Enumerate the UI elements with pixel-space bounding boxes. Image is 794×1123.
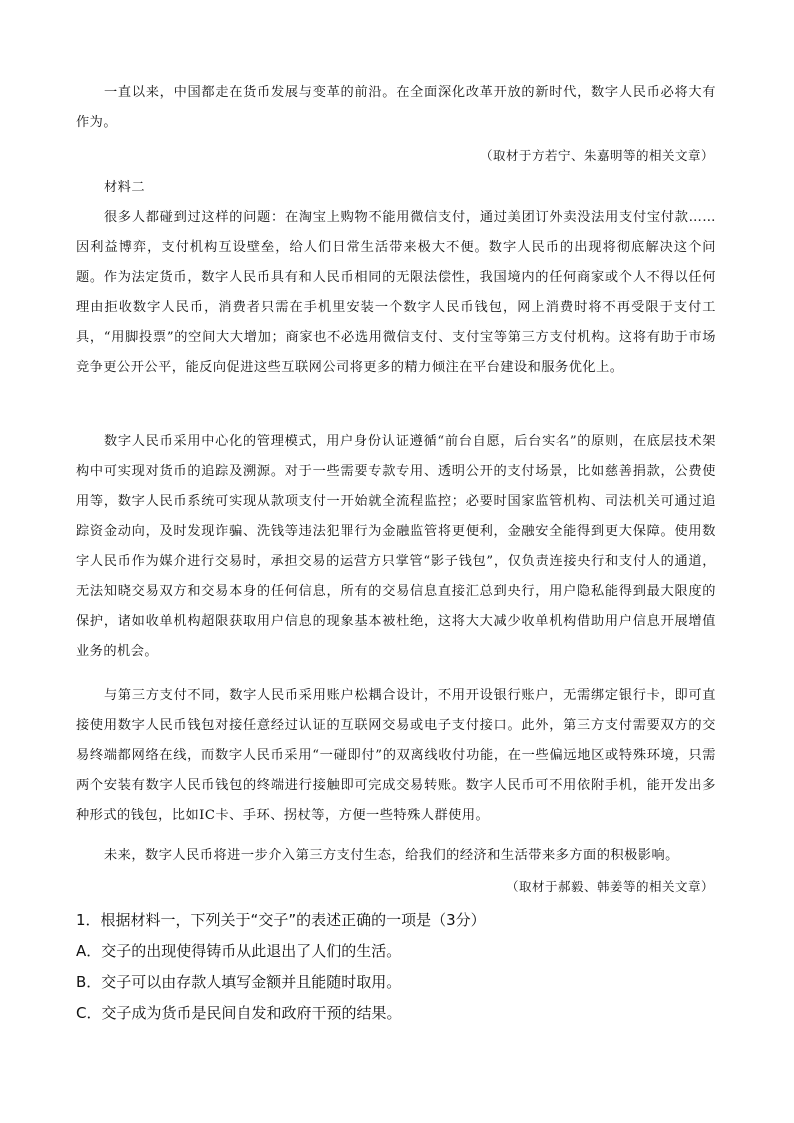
material1-closing-paragraph: 一直以来，中国都走在货币发展与变革的前沿。在全面深化改革开放的新时代，数字人民币必将大有作为。	[76, 85, 716, 130]
material2-heading: 材料二	[104, 180, 146, 195]
material2-paragraph-2: 数字人民币采用中心化的管理模式，用户身份认证遵循“前台自愿，后台实名”的原则，在底层技术架构中可实现对货币的追踪及溯源。对于一些需要专款专用、透明公开的支付场景，比如慈善捐款，公费使用等，数字人民币系统可实现从款项支付一开始就全流程监控；必要时国家监管机构、司法机关可通过追踪资金动向，及时发现诈骗、洗钱等违法犯罪行为金融监管将更便利，金融安全能得到更大保障。使用数字人民币作为媒介进行交易时，承担交易的运营方只掌管“影子钱包”，仅负责连接央行和支付人的通道，无法知晓交易双方和交易本身的任何信息，所有的交易信息直接汇总到央行，用户隐私能得到最大限度的保护，诸如收单机构超限获取用户信息的现象基本被杜绝，这将大大减少收单机构借助用户信息开展增值业务的机会。	[76, 434, 716, 659]
material2-paragraph-3: 与第三方支付不同，数字人民币采用账户松耦合设计，不用开设银行账户，无需绑定银行卡，即可直接使用数字人民币钱包对接任意经过认证的互联网交易或电子支付接口。此外，第三方支付需要双方的交易终端都网络在线，而数字人民币采用“一碰即付”的双离线收付功能，在一些偏远地区或特殊环境，只需两个安装有数字人民币钱包的终端进行接触即可完成交易转账。数字人民币可不用依附手机，能开发出多种形式的钱包，比如IC卡、手环、拐杖等，方便一些特殊人群使用。	[76, 688, 716, 823]
material1-source: （取材于方若宁、朱嘉明等的相关文章）	[479, 148, 714, 163]
question-option-c: C．交子成为货币是民间自发和政府干预的结果。	[76, 1004, 402, 1022]
material2-paragraph-4: 未来，数字人民币将进一步介入第三方支付生态，给我们的经济和生活带来多方面的积极影响。	[104, 848, 679, 863]
question-option-a: A．交子的出现使得铸币从此退出了人们的生活。	[76, 942, 402, 960]
question-stem: 1．根据材料一，下列关于“交子”的表述正确的一项是（3分）	[76, 911, 486, 929]
material2-paragraph-1: 很多人都碰到过这样的问题：在淘宝上购物不能用微信支付，通过美团订外卖没法用支付宝付款……因利益博弈，支付机构互设壁垒，给人们日常生活带来极大不便。数字人民币的出现将彻底解决这个问题。作为法定货币，数字人民币具有和人民币相同的无限法偿性，我国境内的任何商家或个人不得以任何理由拒收数字人民币，消费者只需在手机里安装一个数字人民币钱包，网上消费时将不再受限于支付工具，“用脚投票”的空间大大增加；商家也不必选用微信支付、支付宝等第三方支付机构。这将有助于市场竞争更公开公平，能反向促进这些互联网公司将更多的精力倾注在平台建设和服务优化上。	[76, 210, 716, 375]
question-option-b: B．交子可以由存款人填写金额并且能随时取用。	[76, 973, 402, 991]
material2-source: （取材于郝毅、韩姜等的相关文章）	[505, 879, 714, 894]
